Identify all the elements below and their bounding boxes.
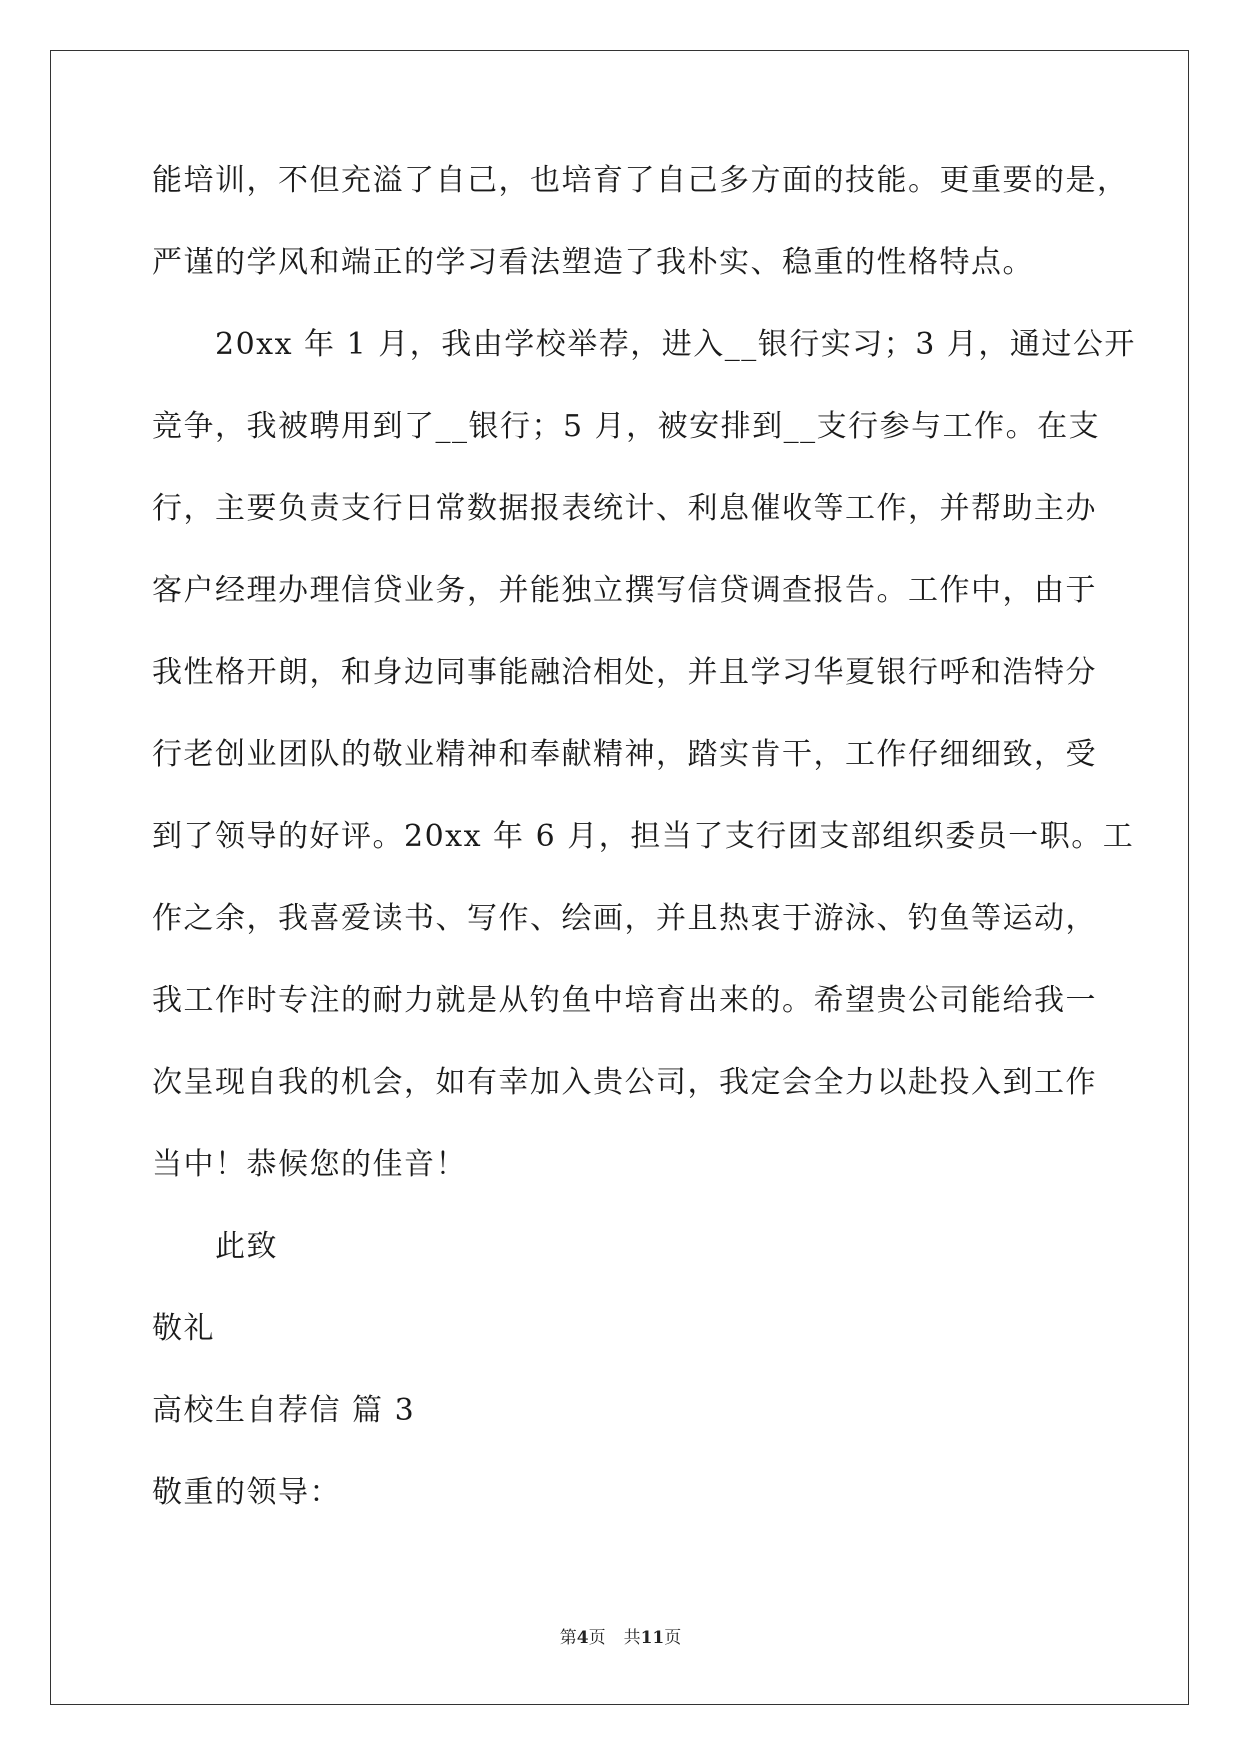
footer-page-unit: 页 — [588, 1628, 606, 1648]
text-line-13: 当中！恭候您的佳音！ — [152, 1147, 467, 1182]
text-line-2: 严谨的学风和端正的学习看法塑造了我朴实、稳重的性格特点。 — [152, 245, 1034, 280]
text-line-9: 到了领导的好评。20xx 年 6 月，担当了支行团支部组织委员一职。工 — [152, 819, 1135, 854]
text-line-11: 我工作时专注的耐力就是从钓鱼中培育出来的。希望贵公司能给我一 — [152, 983, 1097, 1018]
text-line-10: 作之余，我喜爱读书、写作、绘画，并且热衷于游泳、钓鱼等运动， — [152, 901, 1097, 936]
text-line-5: 行，主要负责支行日常数据报表统计、利息催收等工作，并帮助主办 — [152, 491, 1097, 526]
closing-regards: 敬礼 — [152, 1311, 215, 1346]
text-line-4: 竞争，我被聘用到了__银行；5 月，被安排到__支行参与工作。在支 — [152, 409, 1101, 444]
page-footer — [0, 1623, 1241, 1648]
text-line-1: 能培训，不但充溢了自己，也培育了自己多方面的技能。更重要的是， — [152, 163, 1129, 198]
text-line-8: 行老创业团队的敬业精神和奉献精神，踏实肯干，工作仔细细致，受 — [152, 737, 1097, 772]
greeting: 敬重的领导： — [152, 1475, 341, 1510]
footer-total-unit: 页 — [664, 1628, 682, 1648]
footer-total-prefix: 共 — [623, 1628, 641, 1648]
text-line-7: 我性格开朗，和身边同事能融洽相处，并且学习华夏银行呼和浩特分 — [152, 655, 1097, 690]
text-line-12: 次呈现自我的机会，如有幸加入贵公司，我定会全力以赴投入到工作 — [152, 1065, 1097, 1100]
current-page-number: 4 — [576, 1628, 589, 1648]
total-page-count: 11 — [640, 1628, 665, 1648]
section-heading: 高校生自荐信 篇 3 — [152, 1393, 416, 1428]
text-line-6: 客户经理办理信贷业务，并能独立撰写信贷调查报告。工作中，由于 — [152, 573, 1097, 608]
closing-salutation: 此致 — [215, 1229, 278, 1264]
document-body — [152, 163, 1136, 1560]
footer-prefix: 第 — [559, 1628, 577, 1648]
text-line-3: 20xx 年 1 月，我由学校举荐，进入__银行实习；3 月，通过公开 — [215, 327, 1136, 362]
